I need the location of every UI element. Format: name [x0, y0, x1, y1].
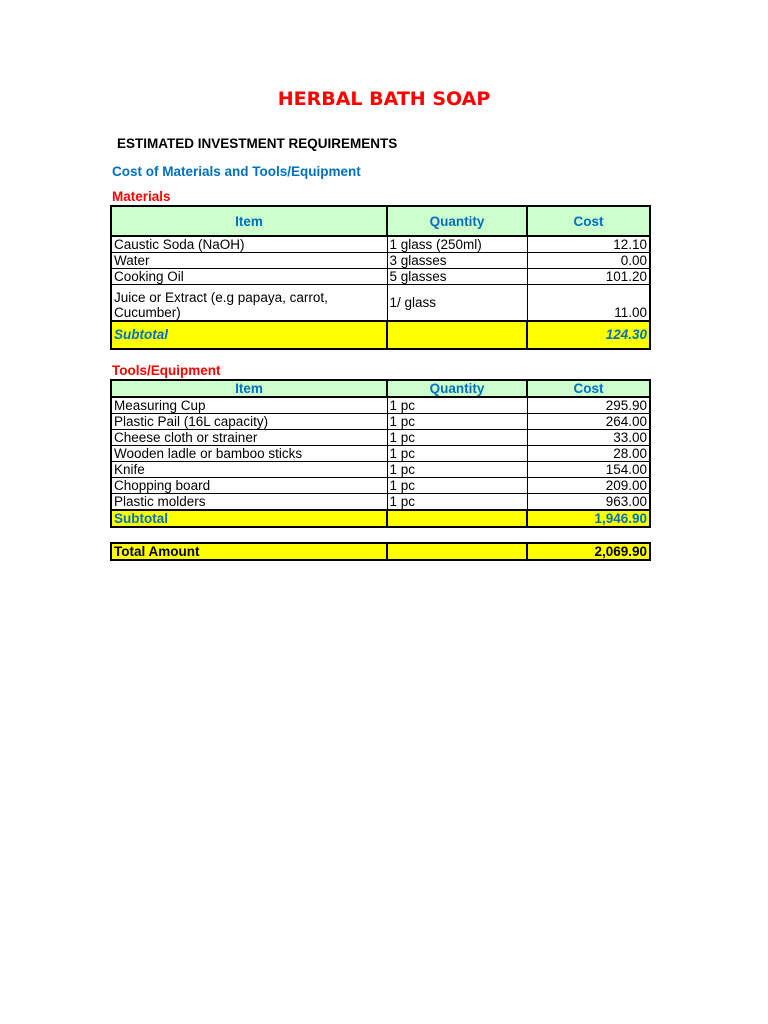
section-heading: Cost of Materials and Tools/Equipment	[112, 164, 361, 179]
tools-label: Tools/Equipment	[112, 363, 221, 378]
table-row	[111, 414, 650, 430]
table-row	[111, 397, 650, 414]
materials-table	[110, 205, 651, 350]
subtotal-empty-cell	[387, 321, 527, 349]
item-cell: Wooden ladle or bamboo sticks	[111, 446, 387, 462]
quantity-cell: 1 pc	[387, 494, 527, 511]
quantity-cell: 1 pc	[387, 446, 527, 462]
col-header-quantity: Quantity	[387, 380, 527, 397]
item-cell: Juice or Extract (e.g papaya, carrot, Cucumber)	[111, 285, 387, 321]
table-row	[111, 478, 650, 494]
quantity-cell: 1/ glass	[387, 285, 527, 321]
item-cell: Caustic Soda (NaOH)	[111, 236, 387, 253]
cost-cell: 33.00	[527, 430, 650, 446]
materials-header-row	[111, 206, 650, 236]
cost-cell: 264.00	[527, 414, 650, 430]
table-row	[111, 494, 650, 511]
total-value: 2,069.90	[527, 543, 650, 560]
total-label: Total Amount	[111, 543, 387, 560]
subtotal-label: Subtotal	[111, 510, 387, 527]
item-cell: Plastic molders	[111, 494, 387, 511]
subtotal-value: 124.30	[527, 321, 650, 349]
total-empty-cell	[387, 543, 527, 560]
cost-cell: 0.00	[527, 253, 650, 269]
item-cell: Plastic Pail (16L capacity)	[111, 414, 387, 430]
col-header-cost: Cost	[527, 206, 650, 236]
cost-cell: 28.00	[527, 446, 650, 462]
cost-cell: 101.20	[527, 269, 650, 285]
page-title: HERBAL BATH SOAP	[277, 88, 491, 110]
table-row	[111, 430, 650, 446]
quantity-cell: 1 pc	[387, 462, 527, 478]
table-row	[111, 285, 650, 321]
cost-cell: 12.10	[527, 236, 650, 253]
col-header-cost: Cost	[527, 380, 650, 397]
item-cell: Cheese cloth or strainer	[111, 430, 387, 446]
table-row	[111, 236, 650, 253]
tools-header-row	[111, 380, 650, 397]
materials-subtotal-row	[111, 321, 650, 349]
subtotal-value: 1,946.90	[527, 510, 650, 527]
item-cell: Water	[111, 253, 387, 269]
col-header-item: Item	[111, 380, 387, 397]
quantity-cell: 3 glasses	[387, 253, 527, 269]
subtotal-empty-cell	[387, 510, 527, 527]
item-cell: Chopping board	[111, 478, 387, 494]
item-cell: Cooking Oil	[111, 269, 387, 285]
cost-cell: 963.00	[527, 494, 650, 511]
materials-label: Materials	[112, 189, 171, 204]
quantity-cell: 1 pc	[387, 397, 527, 414]
tools-subtotal-row	[111, 510, 650, 527]
col-header-quantity: Quantity	[387, 206, 527, 236]
cost-cell: 11.00	[527, 285, 650, 321]
table-row	[111, 269, 650, 285]
table-row	[111, 446, 650, 462]
tools-table	[110, 379, 651, 528]
cost-cell: 295.90	[527, 397, 650, 414]
item-cell: Measuring Cup	[111, 397, 387, 414]
col-header-item: Item	[111, 206, 387, 236]
cost-cell: 209.00	[527, 478, 650, 494]
quantity-cell: 1 glass (250ml)	[387, 236, 527, 253]
cost-cell: 154.00	[527, 462, 650, 478]
quantity-cell: 1 pc	[387, 414, 527, 430]
page-subtitle: ESTIMATED INVESTMENT REQUIREMENTS	[117, 136, 398, 151]
subtotal-label: Subtotal	[111, 321, 387, 349]
total-table	[110, 542, 651, 561]
total-row	[111, 543, 650, 560]
table-row	[111, 253, 650, 269]
table-row	[111, 462, 650, 478]
quantity-cell: 1 pc	[387, 478, 527, 494]
quantity-cell: 5 glasses	[387, 269, 527, 285]
quantity-cell: 1 pc	[387, 430, 527, 446]
item-cell: Knife	[111, 462, 387, 478]
